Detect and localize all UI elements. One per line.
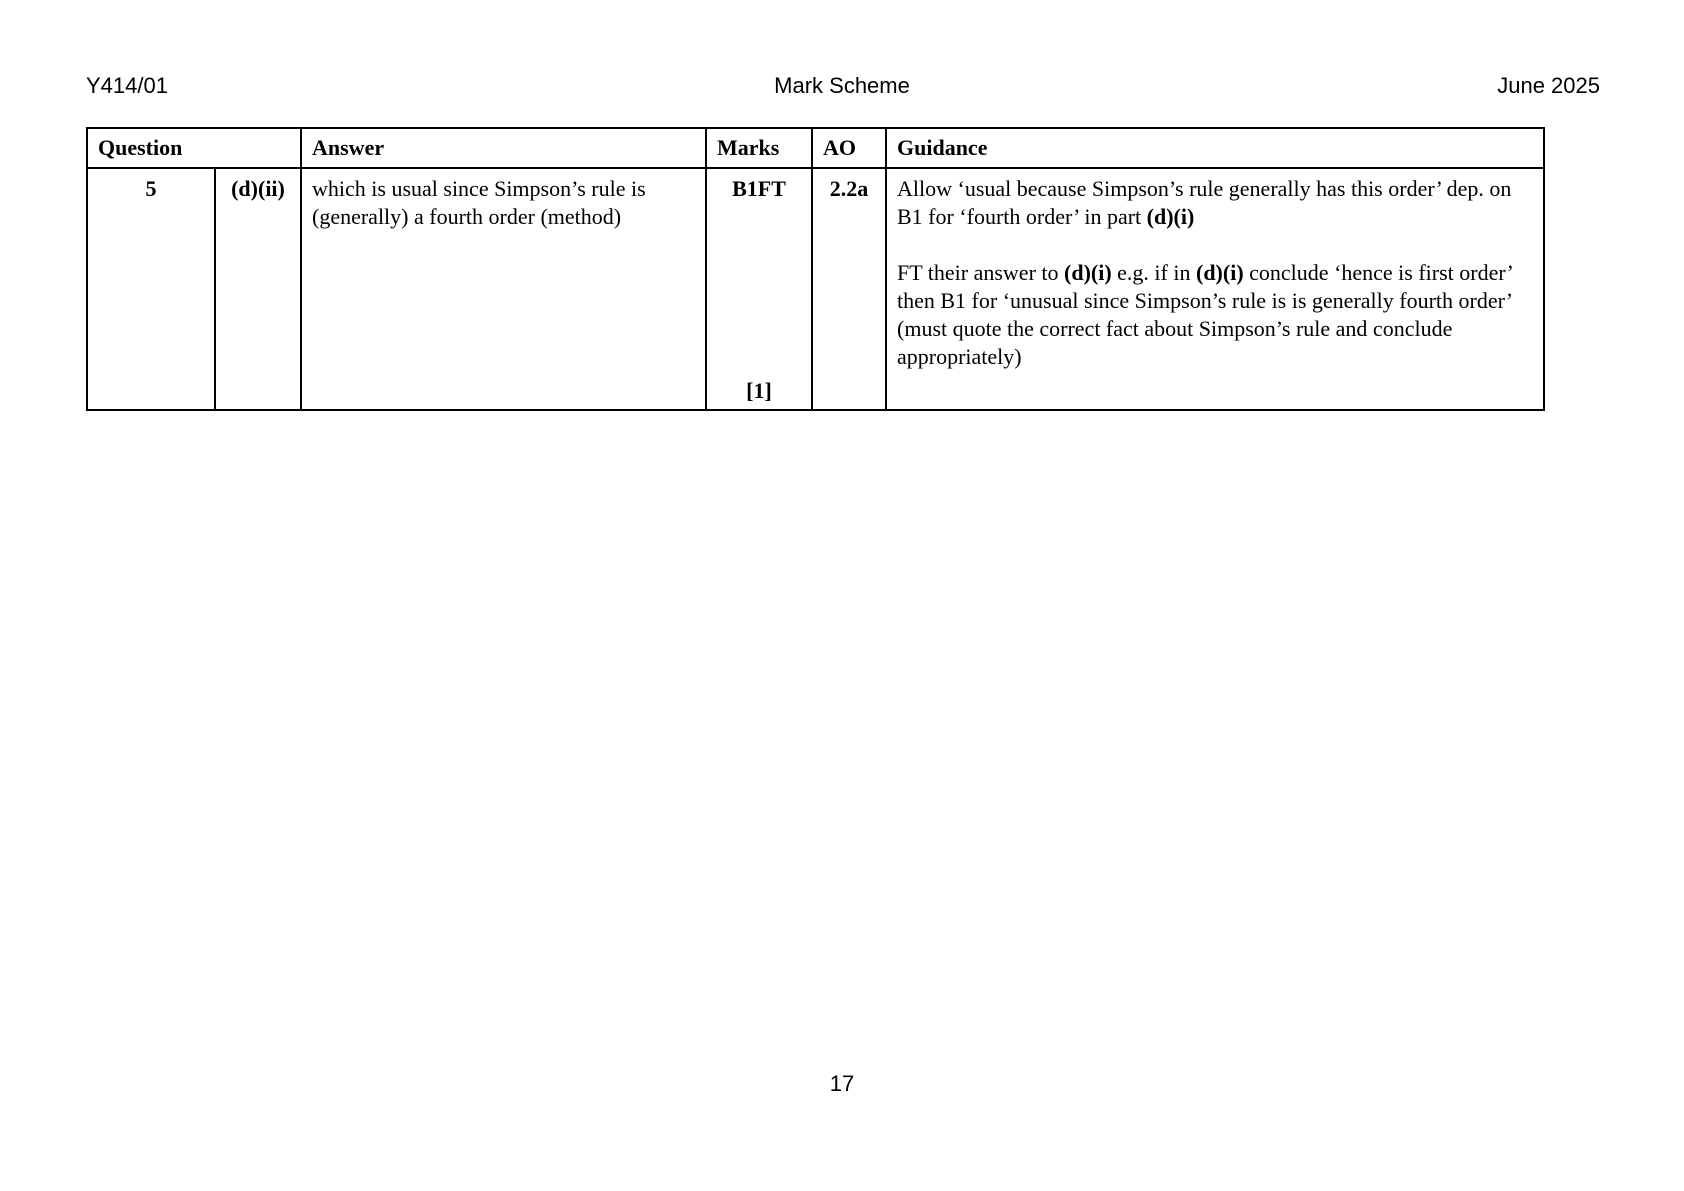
table-row <box>87 168 1544 410</box>
marks-cell <box>706 168 812 410</box>
guidance-column-header: Guidance <box>886 128 1544 168</box>
table-header-row <box>87 128 1544 168</box>
ao-column-header: AO <box>812 128 886 168</box>
guidance-part-ref: (d)(i) <box>1196 260 1244 285</box>
question-part: (d)(ii) <box>215 168 301 410</box>
assessment-objective: 2.2a <box>812 168 886 410</box>
document-code: Y414/01 <box>86 73 168 98</box>
guidance-text: e.g. if in <box>1111 260 1196 285</box>
mark-scheme-table <box>86 127 1545 411</box>
guidance-paragraph-2 <box>897 259 1533 371</box>
guidance-part-ref: (d)(i) <box>1146 204 1195 229</box>
guidance-cell <box>886 168 1544 410</box>
document-title: Mark Scheme <box>774 73 910 98</box>
guidance-part-ref: (d)(i) <box>1064 260 1112 285</box>
guidance-text: Allow ‘usual because Simpson’s rule generally has this order’ dep. on B1 for ‘fourth order’ in part <box>897 176 1512 229</box>
question-number: 5 <box>87 168 215 410</box>
answer-text: which is usual since Simpson’s rule is (generally) a fourth order (method) <box>301 168 706 410</box>
marks-column-header: Marks <box>706 128 812 168</box>
page-number: 17 <box>829 1071 855 1096</box>
mark-total: [1] <box>746 378 772 403</box>
answer-column-header: Answer <box>301 128 706 168</box>
mark-code: B1FT <box>732 176 786 201</box>
guidance-text: conclude ‘hence is first order’ then B1 for ‘unusual since Simpson’s rule is is generally fourth order’ (must quote the correct fact about Simpson’s rule and conclude appropriately) <box>897 260 1513 369</box>
guidance-paragraph-1 <box>897 175 1533 231</box>
guidance-text: FT their answer to <box>897 260 1065 285</box>
document-date: June 2025 <box>1497 73 1600 98</box>
question-column-header: Question <box>87 128 301 168</box>
